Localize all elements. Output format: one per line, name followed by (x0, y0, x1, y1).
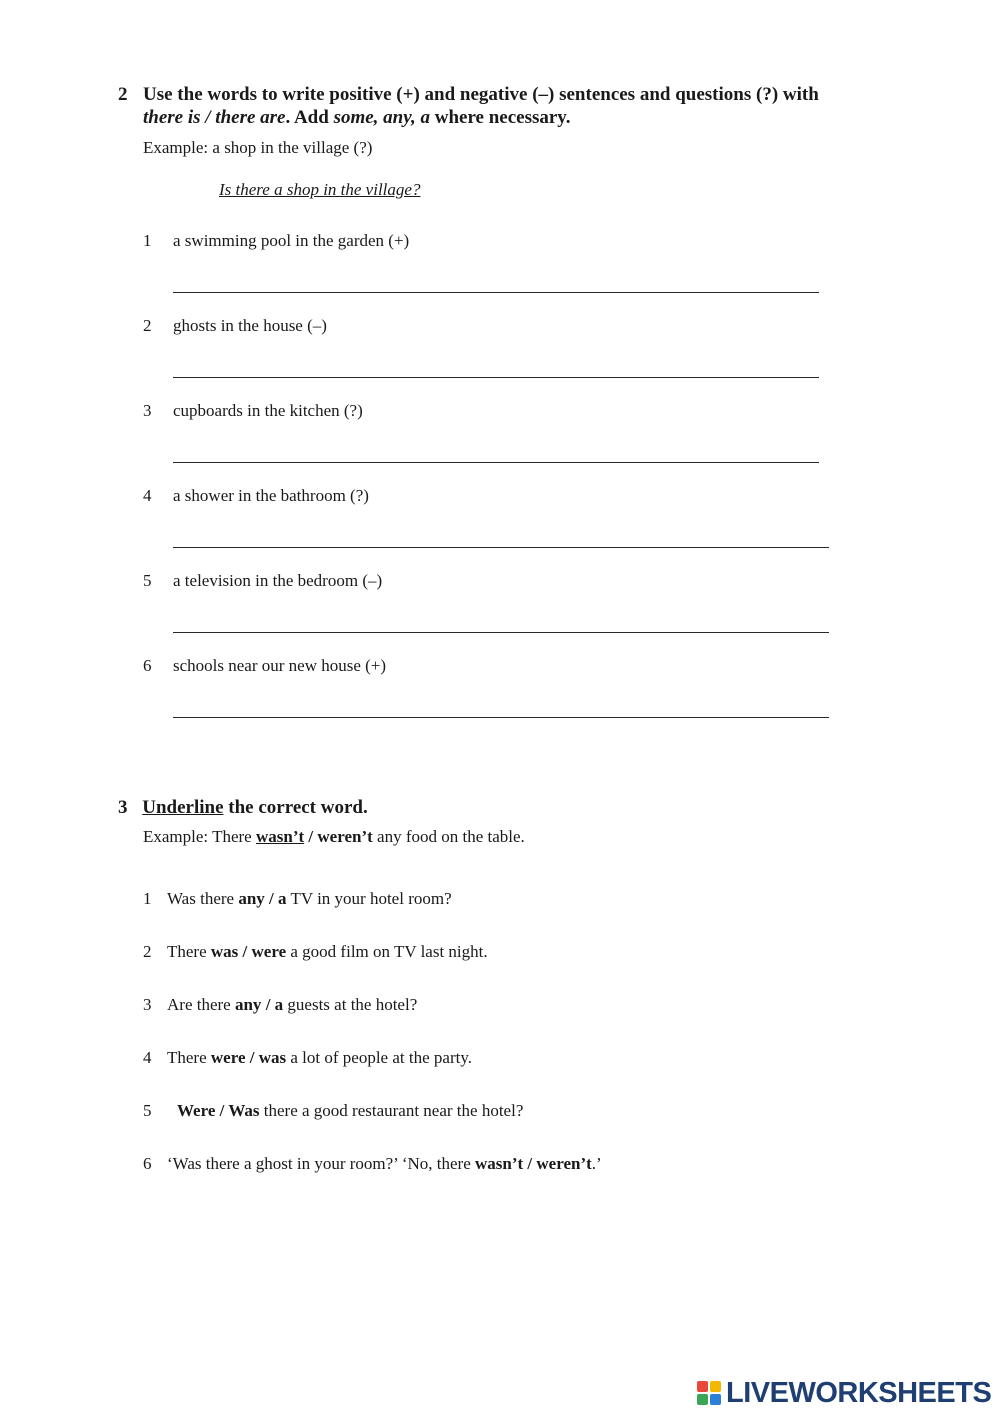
example-suffix: any food on the table. (372, 827, 525, 846)
exercise-2-item (143, 571, 382, 591)
liveworksheets-logo-text: LIVEWORKSHEETS (726, 1376, 992, 1409)
liveworksheets-logo-icon (696, 1380, 722, 1406)
answer-input-1[interactable] (173, 261, 823, 293)
exercise-3-instruction: the correct word. (223, 797, 368, 818)
choice-option-a[interactable]: Were (177, 1101, 216, 1120)
exercise-3-item (143, 995, 417, 1015)
exercise-3-heading (118, 796, 368, 819)
item-number: 5 (143, 1101, 152, 1120)
choice-option-a[interactable]: was (210, 942, 239, 961)
exercise-2-item (143, 316, 327, 336)
choice-separator: / (245, 1048, 259, 1067)
exercise-2-example-prompt: Example: a shop in the village (?) (143, 138, 373, 157)
exercise-2-example-answer: Is there a shop in the village? (219, 180, 421, 199)
item-number: 4 (143, 1048, 152, 1067)
item-number: 1 (143, 231, 152, 250)
exercise-3-item (143, 942, 488, 962)
item-number: 5 (143, 571, 152, 590)
answer-input-4[interactable] (173, 516, 833, 548)
answer-input-5[interactable] (173, 601, 833, 633)
sentence-start: Are there (167, 995, 235, 1014)
exercise-3-item (143, 1154, 602, 1174)
item-number: 3 (143, 401, 152, 420)
sentence-end: a good film on TV last night. (286, 942, 488, 961)
answer-line (173, 462, 819, 463)
exercise-3-item (143, 1101, 523, 1121)
sentence-start: There (167, 1048, 211, 1067)
exercise-2-item (143, 401, 363, 421)
exercise-3-underline-word: Underline (142, 797, 224, 818)
choice-option-b[interactable]: Was (228, 1101, 260, 1120)
item-number: 2 (143, 316, 152, 335)
answer-line (173, 632, 829, 633)
choice-separator: / (264, 889, 279, 908)
item-number: 3 (143, 995, 152, 1014)
choice-option-b[interactable]: a (278, 889, 287, 908)
choice-option-a[interactable]: any (234, 995, 262, 1014)
exercise-2-instruction-italic-2: some, any, a (333, 107, 430, 128)
item-number: 4 (143, 486, 152, 505)
choice-option-a[interactable]: wasn’t (475, 1154, 524, 1173)
exercise-3-number: 3 (118, 797, 128, 818)
exercise-3-item (143, 889, 452, 909)
sentence-end: guests at the hotel? (283, 995, 418, 1014)
exercise-2-item (143, 231, 409, 251)
item-prompt: cupboards in the kitchen (?) (173, 401, 363, 420)
sentence-end: .’ (591, 1154, 602, 1173)
liveworksheets-logo (696, 1376, 991, 1410)
sentence-end: there a good restaurant near the hotel? (259, 1101, 524, 1120)
sentence-end: a lot of people at the party. (286, 1048, 472, 1067)
exercise-2-item (143, 656, 386, 676)
answer-line (173, 547, 829, 548)
item-number: 2 (143, 942, 152, 961)
choice-option-b[interactable]: were (251, 942, 287, 961)
choice-option-a[interactable]: any (238, 889, 265, 908)
choice-separator: / (523, 1154, 537, 1173)
item-prompt: ghosts in the house (–) (173, 316, 327, 335)
choice-separator: / (238, 942, 252, 961)
item-prompt: a shower in the bathroom (?) (173, 486, 369, 505)
sentence-start: Was there (167, 889, 239, 908)
answer-input-3[interactable] (173, 431, 823, 463)
item-prompt: schools near our new house (+) (173, 656, 387, 675)
example-separator: / (304, 827, 318, 846)
exercise-2-number: 2 (118, 84, 128, 105)
choice-separator: / (215, 1101, 229, 1120)
answer-line (173, 292, 819, 293)
exercise-2-item (143, 486, 369, 506)
answer-input-2[interactable] (173, 346, 823, 378)
item-number: 6 (143, 656, 152, 675)
exercise-3-example (143, 827, 525, 847)
item-prompt: a swimming pool in the garden (+) (173, 231, 410, 250)
choice-option-b[interactable]: was (258, 1048, 287, 1067)
exercise-2-instruction-2: . Add (285, 107, 334, 128)
answer-line (173, 377, 819, 378)
answer-input-6[interactable] (173, 686, 833, 718)
example-choice-a: wasn’t (255, 827, 305, 846)
example-prefix: Example: There (143, 827, 256, 846)
choice-option-b[interactable]: weren’t (536, 1154, 592, 1173)
choice-option-a[interactable]: were (210, 1048, 246, 1067)
example-choice-b: weren’t (317, 827, 373, 846)
exercise-2-instruction-3: where necessary. (429, 107, 571, 128)
item-number: 1 (143, 889, 152, 908)
exercise-3-item (143, 1048, 472, 1068)
item-prompt: a television in the bedroom (–) (173, 571, 383, 590)
exercise-2-instruction-1: Use the words to write positive (+) and negative (–) sentences and questions (?) with (143, 84, 819, 105)
item-number: 6 (143, 1154, 152, 1173)
choice-separator: / (261, 995, 275, 1014)
sentence-start: ‘Was there a ghost in your room?’ ‘No, there (167, 1154, 475, 1173)
choice-option-b[interactable]: a (274, 995, 284, 1014)
exercise-2-instruction-italic: there is / there are (143, 107, 286, 128)
answer-line (173, 717, 829, 718)
sentence-end: TV in your hotel room? (286, 889, 452, 908)
sentence-start: There (167, 942, 211, 961)
